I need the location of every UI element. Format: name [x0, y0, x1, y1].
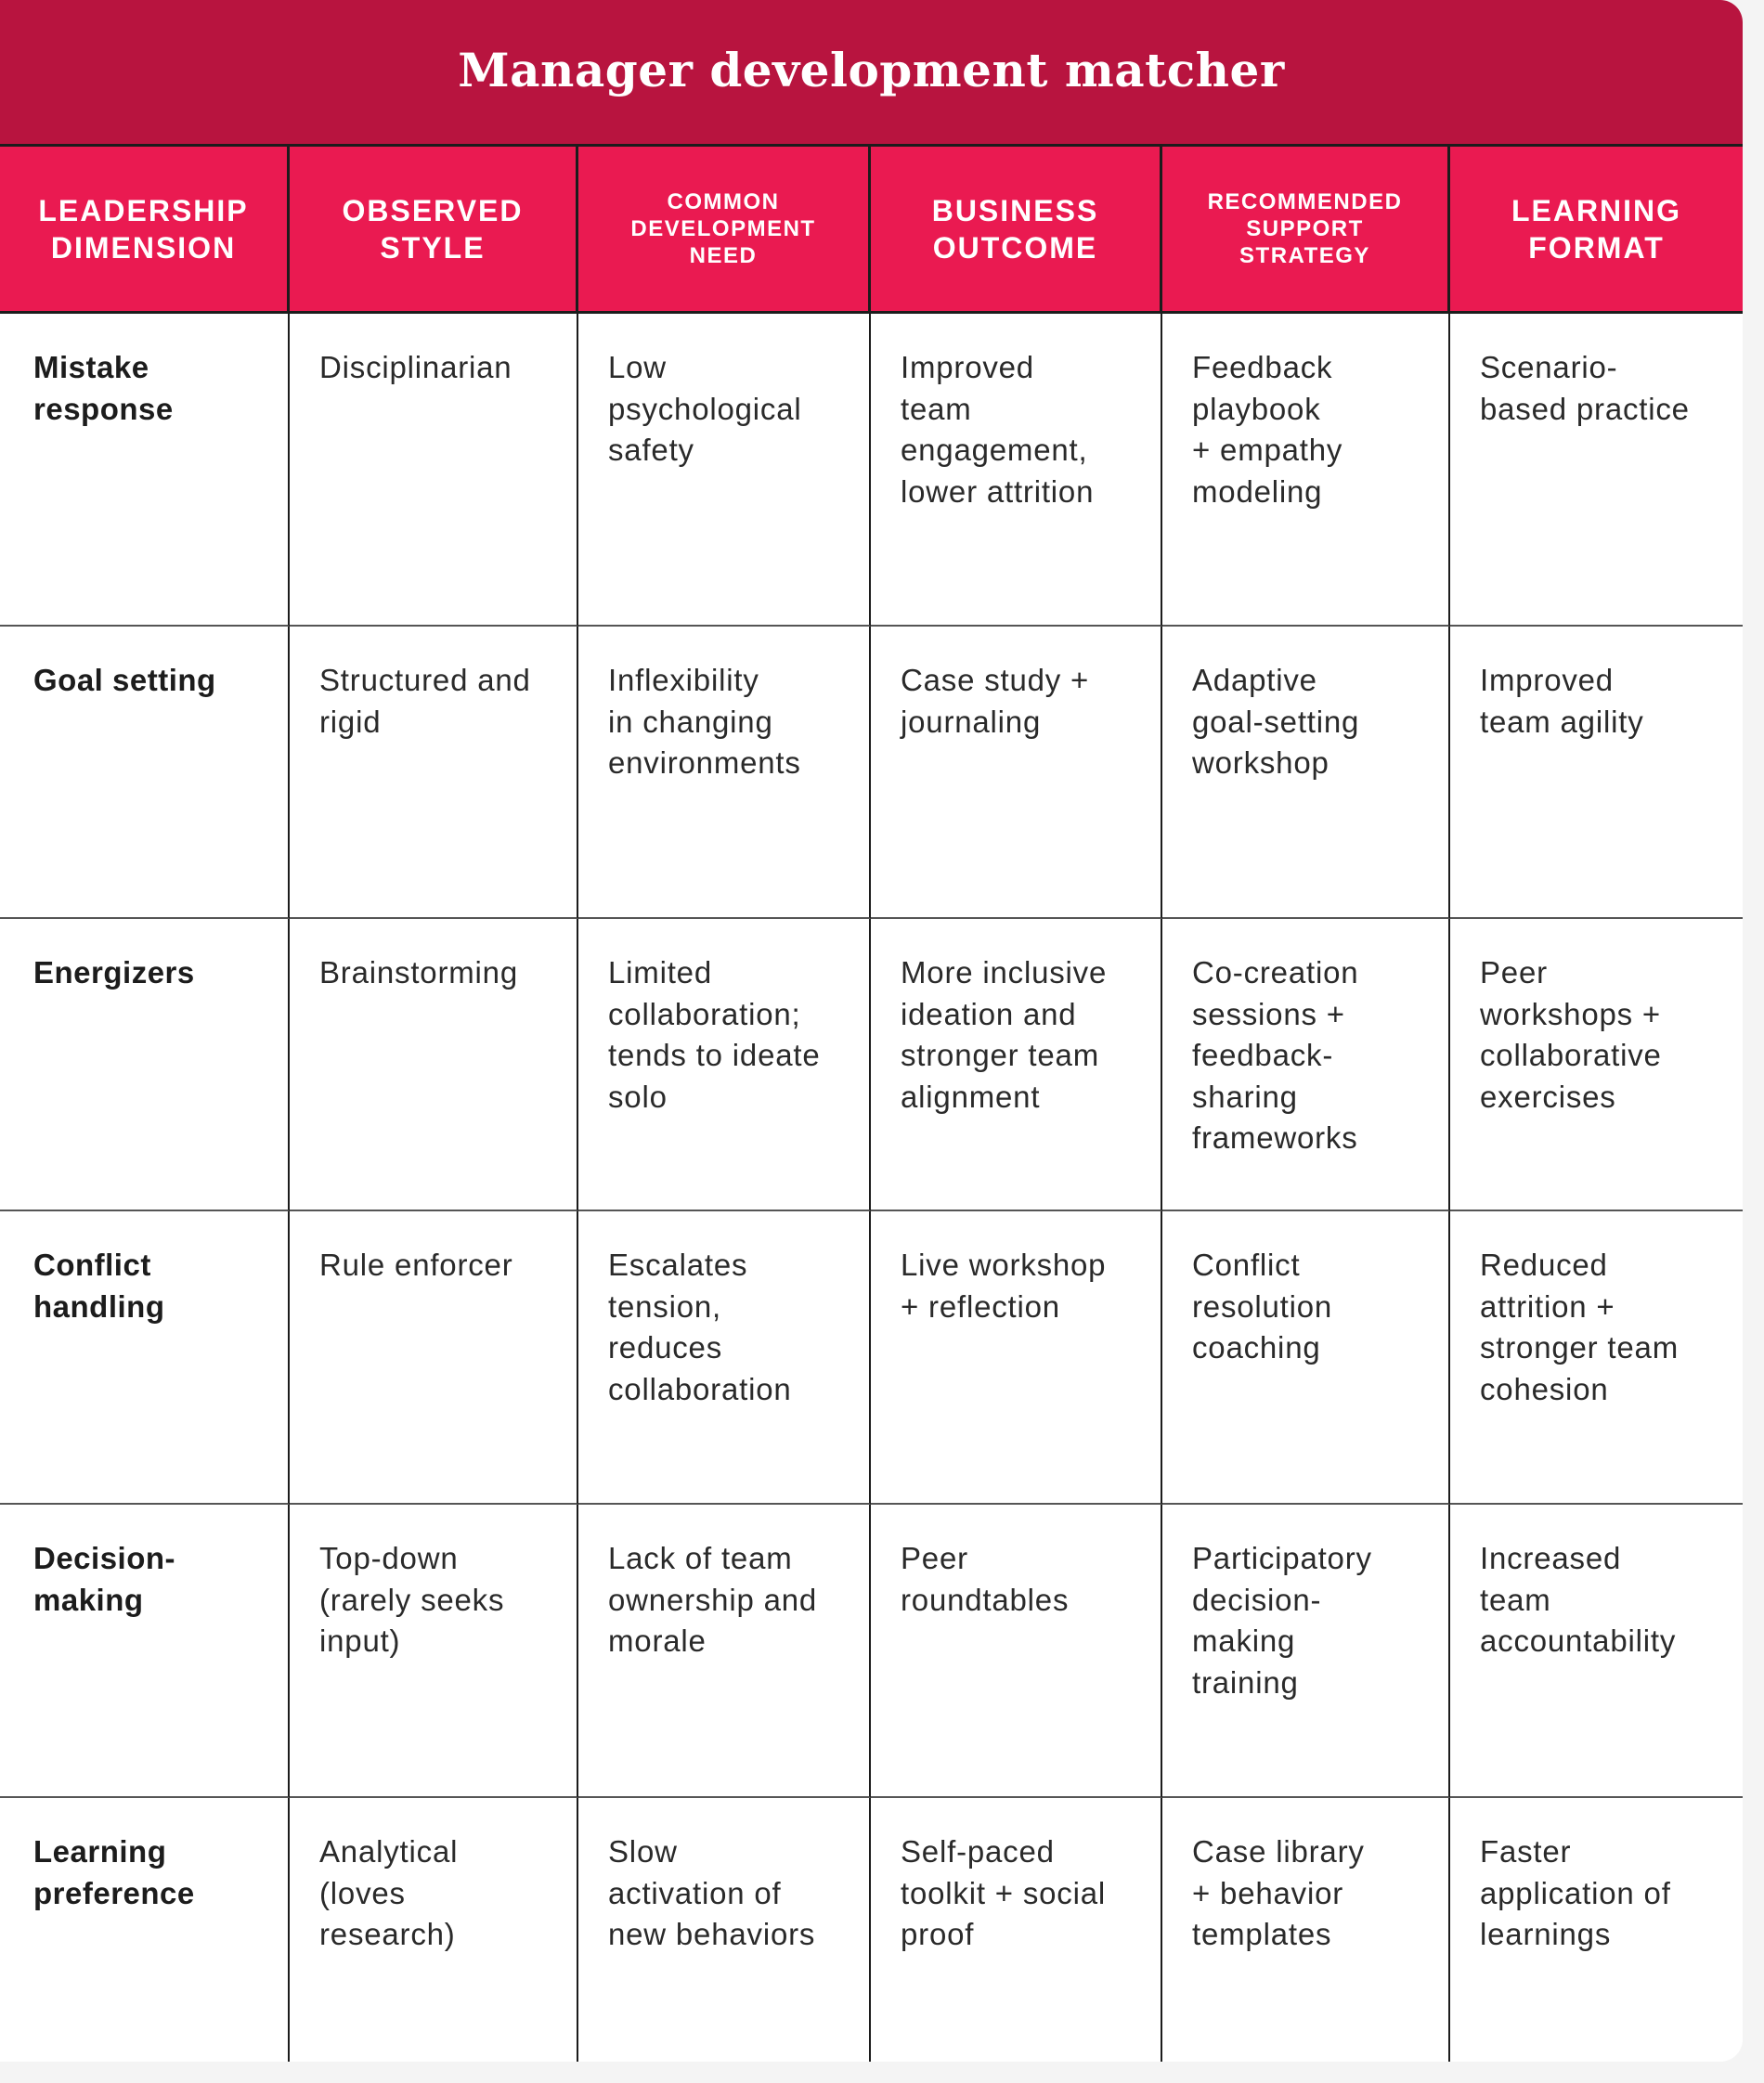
table-cell: Co-creation sessions + feedback- sharing frameworks	[1162, 919, 1450, 1211]
table-cell: Lack of team ownership and morale	[578, 1505, 871, 1798]
table-cell: Structured and rigid	[290, 627, 578, 919]
table-cell: Case library + behavior templates	[1162, 1798, 1450, 2062]
table-cell: Peer roundtables	[871, 1505, 1162, 1798]
table-cell: Peer workshops + collaborative exercises	[1450, 919, 1743, 1211]
row-header-cell: Mistake response	[0, 314, 290, 627]
table-cell: Scenario- based practice	[1450, 314, 1743, 627]
table-cell: Self-paced toolkit + social proof	[871, 1798, 1162, 2062]
matcher-table	[0, 147, 1743, 2062]
table-cell: Adaptive goal-setting workshop	[1162, 627, 1450, 919]
table-cell: More inclusive ideation and stronger team alignment	[871, 919, 1162, 1211]
table-cell: Case study + journaling	[871, 627, 1162, 919]
row-header-cell: Conflict handling	[0, 1211, 290, 1505]
table-cell: Improved team engagement, lower attrition	[871, 314, 1162, 627]
table-cell: Increased team accountability	[1450, 1505, 1743, 1798]
table-cell: Faster application of learnings	[1480, 1834, 1671, 1951]
column-header-learning-format: LEARNING FORMAT	[1450, 147, 1743, 314]
table-cell: Analytical (loves research)	[290, 1798, 578, 2062]
table-cell: Low psychological safety	[578, 314, 871, 627]
table-cell: Reduced attrition + stronger team cohesion	[1450, 1211, 1743, 1505]
table-cell: Participatory decision- making training	[1162, 1505, 1450, 1798]
table-cell: Inflexibility in changing environments	[578, 627, 871, 919]
column-header-leadership-dimension: LEADERSHIP DIMENSION	[0, 147, 290, 314]
row-header-cell: Decision- making	[0, 1505, 290, 1798]
table-cell: Escalates tension, reduces collaboration	[578, 1211, 871, 1505]
table-cell: Top-down (rarely seeks input)	[290, 1505, 578, 1798]
table-cell: Live workshop + reflection	[871, 1211, 1162, 1505]
column-header-common-development-need: COMMON DEVELOPMENT NEED	[578, 147, 871, 314]
table-cell: Improved team agility	[1450, 627, 1743, 919]
table-cell: Limited collaboration; tends to ideate solo	[578, 919, 871, 1211]
table-cell: Conflict resolution coaching	[1162, 1211, 1450, 1505]
column-header-business-outcome: BUSINESS OUTCOME	[871, 147, 1162, 314]
table-cell: Slow activation of new behaviors	[578, 1798, 871, 2062]
table-cell: Disciplinarian	[290, 314, 578, 627]
column-header-recommended-support-strategy: RECOMMENDED SUPPORT STRATEGY	[1162, 147, 1450, 314]
page-title: Manager development matcher	[458, 43, 1285, 97]
table-cell: Feedback playbook + empathy modeling	[1162, 314, 1450, 627]
column-header-observed-style: OBSERVED STYLE	[290, 147, 578, 314]
table-cell: Rule enforcer	[290, 1211, 578, 1505]
row-header-cell: Energizers	[0, 919, 290, 1211]
table-cell: Brainstorming	[290, 919, 578, 1211]
row-header-cell: Goal setting	[0, 627, 290, 919]
row-header-cell: Learning preference	[0, 1798, 290, 2062]
title-bar	[0, 0, 1743, 147]
